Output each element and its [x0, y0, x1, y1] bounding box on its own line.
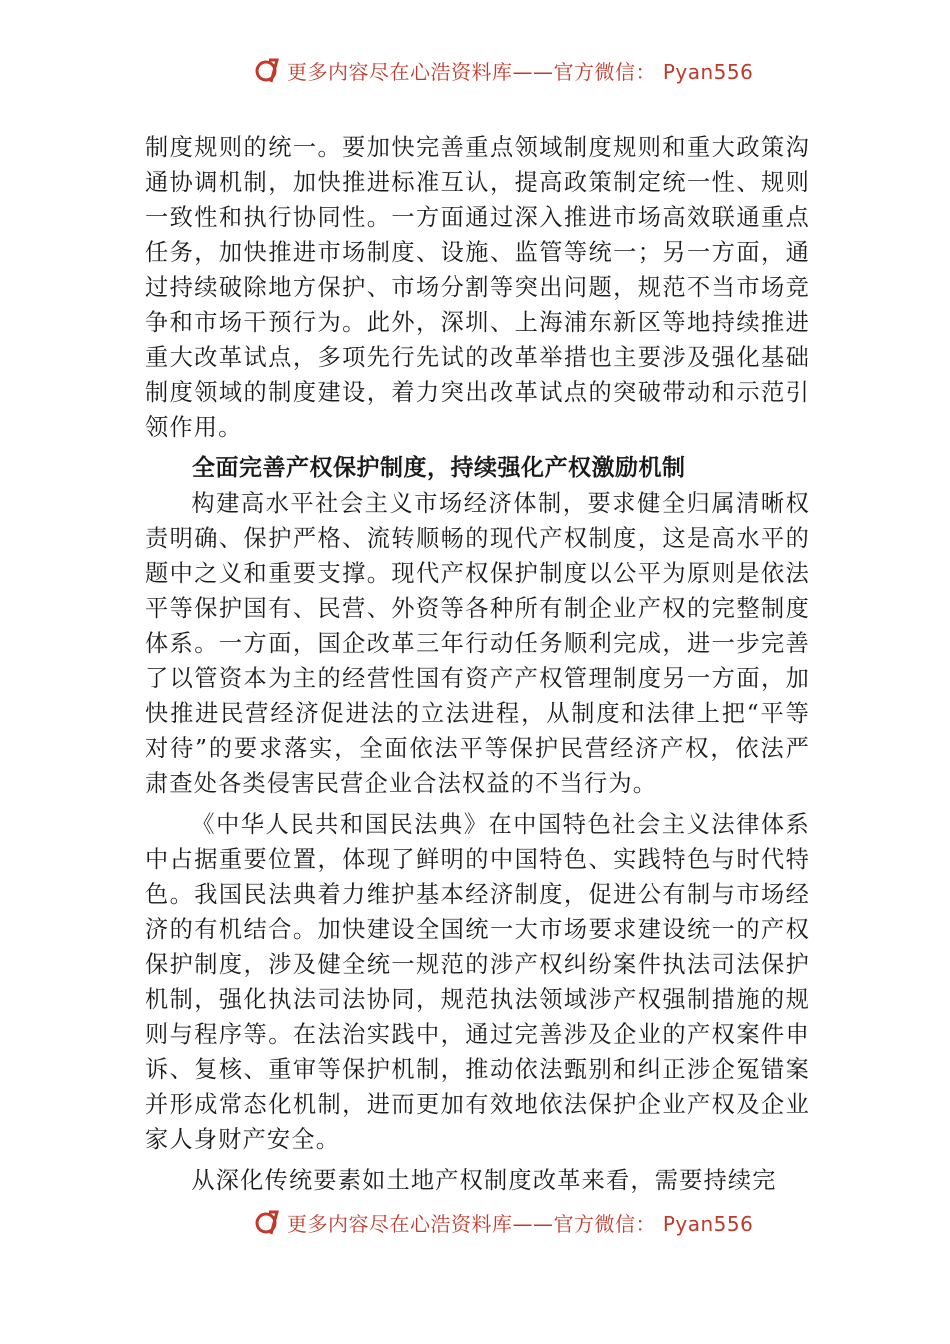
paragraph-2: 构建高水平社会主义市场经济体制，要求健全归属清晰权责明确、保护严格、流转顺畅的现代产权制度，这是高水平的题中之义和重要支撑。现代产权保护制度以公平为原则是依法平等保护国有、民营、外资等各种所有制企业产权的完整制度体系。一方面，国企改革三年行动任务顺利完成，进一步完善了以管资本为主的经营性国有资产产权管理制度另一方面，加快推进民营经济促进法的立法进程，从制度和法律上把“平等对待”的要求落实，全面依法平等保护民营经济产权，依法严肃查处各类侵害民营企业合法权益的不当行为。 — [145, 490, 810, 797]
header-watermark-text: 更多内容尽在心浩资料库——官方微信： Pyan556 — [287, 59, 754, 84]
brand-logo-icon — [255, 1208, 283, 1236]
header-watermark-banner — [255, 54, 753, 86]
brand-logo-icon — [255, 56, 283, 84]
section-heading: 全面完善产权保护制度，持续强化产权激励机制 — [192, 455, 686, 481]
paragraph-3: 《中华人民共和国民法典》在中国特色社会主义法律体系中占据重要位置，体现了鲜明的中国特色、实践特色与时代特色。我国民法典着力维护基本经济制度，促进公有制与市场经济的有机结合。加快建设全国统一大市场要求建设统一的产权保护制度，涉及健全统一规范的涉产权纠纷案件执法司法保护机制，强化执法司法协同，规范执法领域涉产权强制措施的规则与程序等。在法治实践中，通过完善涉及企业的产权案件申诉、复核、重审等保护机制，推动依法甄别和纠正涉企冤错案并形成常态化机制，进而更加有效地依法保护企业产权及企业家人身财产安全。 — [145, 811, 810, 1153]
document-body — [145, 130, 810, 1204]
paragraph-1: 制度规则的统一。要加快完善重点领域制度规则和重大政策沟通协调机制，加快推进标准互认，提高政策制定统一性、规则一致性和执行协同性。一方面通过深入推进市场高效联通重点任务，加快推进市场制度、设施、监管等统一；另一方面，通过持续破除地方保护、市场分割等突出问题，规范不当市场竞争和市场干预行为。此外，深圳、上海浦东新区等地持续推进重大改革试点，多项先行先试的改革举措也主要涉及强化基础制度领域的制度建设，着力突出改革试点的突破带动和示范引领作用。 — [145, 134, 810, 441]
footer-watermark-text: 更多内容尽在心浩资料库——官方微信： Pyan556 — [287, 1211, 754, 1236]
footer-watermark-banner — [255, 1206, 753, 1238]
paragraph-4: 从深化传统要素如土地产权制度改革来看，需要持续完 — [191, 1167, 777, 1194]
